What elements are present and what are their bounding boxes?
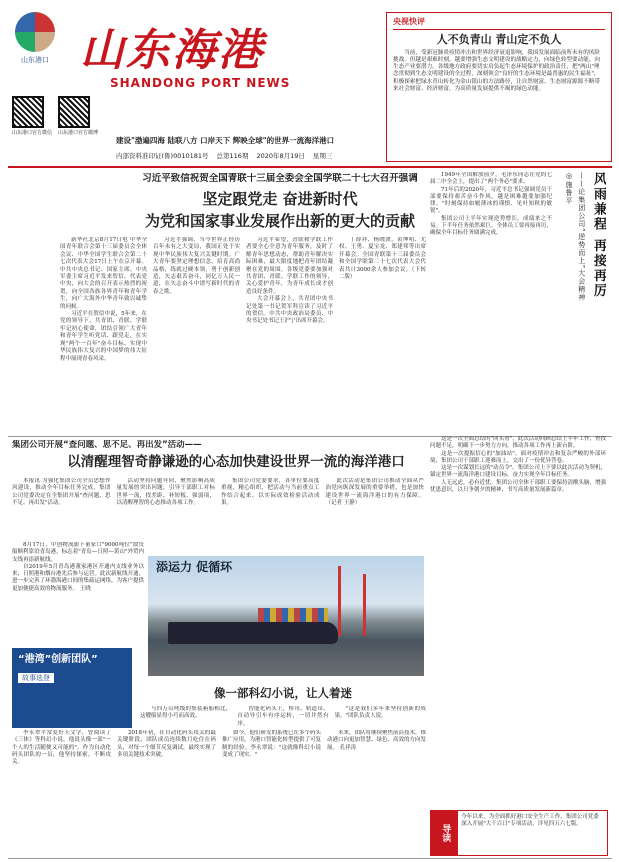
guide-box bbox=[430, 810, 608, 856]
paragraph: 这是一次全面总结的"回头看"。此次活动回顾总结上半年工作，查找问题不足，明确下一步努力方向，推动各项工作再上新台阶。 bbox=[430, 436, 606, 450]
commentary-article bbox=[430, 172, 552, 434]
second-article-body bbox=[12, 478, 424, 538]
qr-code-icon bbox=[12, 96, 44, 128]
header-rule bbox=[8, 166, 612, 168]
paragraph: 自2019年5月青岛港董家港区开通内支线业务以来，日照港和烟台港先后参与运营。此次新航线开通，进一步完善了环渤海港口间的集疏运网络，为客户提供更加便捷高效的物流服务。 王晓 bbox=[12, 563, 144, 592]
permit-number: 内部资料准印证(鲁)0010181号 bbox=[116, 152, 209, 160]
crane-shape bbox=[338, 566, 341, 636]
second-headline: 以清醒理智奇静谦逊的心态加快建设世界一流的海洋港口 bbox=[67, 454, 405, 470]
masthead bbox=[80, 26, 360, 96]
feature-headline: 像一部科幻小说，让人着迷 bbox=[214, 686, 352, 700]
brand-logo bbox=[10, 12, 60, 92]
issue-info bbox=[116, 152, 416, 160]
total-issue: 总第116期 bbox=[216, 152, 249, 160]
paragraph: 与四万山吨级的集装箱船相比，这艘船显得小巧而高效。 bbox=[140, 706, 232, 720]
issue-date: 2020年8月19日 bbox=[256, 152, 305, 160]
paragraph: 习近平希望，青联和学联工作者要全心全意为青年服务，及时了解青年思想动态，帮助青年解决实际困难，最大限度地把青年团结凝聚在党的周围。各级党委要加强对共青团、青联、学联工作的领导，关心爱护青年，为青年成长成才创造良好条件。 bbox=[246, 237, 333, 295]
paragraph: 习近平在贺信中说，5年来，在党的领导下，共青团、青联、学联牢记初心使命，团结引领广大青年和青年学生听党话、跟党走，在实现"两个一百年"奋斗目标、实现中华民族伟大复兴的中国梦的伟大征程中展现青春风采。 bbox=[60, 311, 147, 362]
paragraph: 人无远虑，必有近忧。集团公司全体干部职工要保持清醒头脑，增强忧患意识，以只争朝夕的精神，书写高质量发展新篇章。 bbox=[430, 479, 606, 494]
vertical-byline: ◎施鲁平 bbox=[565, 172, 573, 205]
right-column-article bbox=[430, 436, 606, 806]
paragraph: 智能化码头上，桥吊、轨道吊、自动导引车有序运转，一切井然有序。 bbox=[237, 706, 329, 727]
route-news bbox=[12, 542, 144, 642]
paragraph: 2018年初，在自动化码头攻关的最关键阶段，团队成员连续数月吃住在码头，对每一个细节反复调试，最终实现了多项关键技术突破。 bbox=[117, 730, 217, 758]
qr-caption: 山东港口官方微信 bbox=[12, 130, 53, 136]
newspaper-title: 山东海港 bbox=[80, 26, 264, 76]
qr-code-icon bbox=[58, 96, 90, 128]
paragraph: 新华社北京8月17日电 中华全国青年联合会第十三届委员会全体会议、中华全国学生联合会第二十七次代表大会17日上午在京开幕。中共中央总书记、国家主席、中央军委主席习近平发来贺信，代表党中央，向大会的召开表示热烈的祝贺，向全国各族各界青年和青年学生，向广大海外中华青年致以诚挚的问候。 bbox=[60, 237, 147, 310]
paragraph: 大会开幕会上，共青团中央书记处第一书记贺军科宣读了习近平的贺信。中共中央政治局委员、中央书记处书记王沪宁出席开幕会。 bbox=[246, 296, 333, 325]
photo-title: 添运力 促循环 bbox=[156, 560, 233, 574]
paragraph: 1949年全国解放前夕，毛泽东同志在党的七届二中全会上，提出了"两个务必"要求。 bbox=[430, 172, 552, 186]
commentary-title: 人不负青山 青山定不负人 bbox=[436, 33, 562, 46]
commentary-box bbox=[386, 12, 612, 162]
commentary-label: 央视快评 bbox=[393, 17, 605, 30]
feature-badge bbox=[12, 648, 132, 728]
paragraph: 此次活动是集团公司推动全面从严治党向纵深发展的重要举措，也是加快建设世界一流海洋港口的有力保障。 （记者 王静） bbox=[325, 478, 424, 507]
second-kicker: 集团公司开展“查问题、思不足、再出发”活动—— bbox=[12, 440, 202, 450]
paragraph: 如今，他们研发的系统已在多个码头推广应用，为港口智能化转型提供了可复制的经验。李永翠说："这就像科幻小说变成了现实。" bbox=[222, 730, 322, 758]
feature-title: “港湾”创新团队” bbox=[18, 654, 98, 665]
vertical-title: 风雨兼程 再接再厉 bbox=[591, 172, 606, 299]
commentary-body: 当前，受新冠肺炎疫情冲击和世界经济衰退影响，我国发展面临前所未有的风险挑战。但越是艰难时刻，越要增强生态文明建设的战略定力，向绿色转型要动能、向生态产业要潜力。各级地方政府要切实肩负起生态环境保护的政治责任，把"两山"理念贯彻到生态文明建设的全过程，深刻领会"良好的生态环境是最普惠的民生福祉"，积极探索把绿水青山转化为金山银山的方法路径，让自然财富、生态财富源源不断带来社会财富、经济财富，为高质量发展提供不竭的绿色动能。 bbox=[393, 49, 600, 92]
slogan: 建设"渤遍四海 陆联八方 口岸天下 辉映全球"的世界一流海洋港口 bbox=[116, 136, 335, 145]
guide-tag: 导读 bbox=[431, 811, 458, 855]
logo-emblem bbox=[15, 12, 55, 52]
issue-weekday: 星期三 bbox=[312, 152, 333, 160]
vertical-headline bbox=[558, 172, 606, 434]
feature-tag: 故事选登 bbox=[18, 673, 54, 684]
lead-headline-1: 坚定跟党走 奋进新时代 bbox=[202, 190, 358, 208]
guide-text: 今年以来，为全面抓好港口安全生产工作，集团公司党委深入开展"大干百日"专项活动。详见四五六七版。 bbox=[461, 814, 599, 827]
paragraph: 这是一次谋划长远的"动员令"。集团公司上下要以此次活动为契机，锚定世界一流海洋港口建设目标，奋力实现全年目标任务。 bbox=[430, 465, 606, 479]
newspaper-title-en: SHANDONG PORT NEWS bbox=[110, 76, 291, 90]
feature-intro bbox=[140, 706, 426, 730]
lead-article-body bbox=[60, 237, 426, 433]
footer-rule bbox=[8, 858, 612, 859]
lead-headline-2: 为党和国家事业发展作出新的更大的贡献 bbox=[144, 212, 415, 230]
vertical-subhead: ——论集团公司“逆势而上”大会精神 bbox=[577, 172, 586, 302]
paragraph: 集团公司党委要求，各单位要高度重视，精心组织，把活动与当前重点工作结合起来，以实际成效检验活动成果。 bbox=[221, 478, 320, 507]
paragraph: 未来，团队将继续聚焦前沿技术，推动港口向更加智慧、绿色、高效的方向发展。 孔祥涛 bbox=[327, 730, 426, 751]
qr-codes bbox=[12, 96, 108, 158]
qr-caption: 山东港口官方微博 bbox=[58, 130, 99, 136]
paragraph: 习近平强调，当今世界正经历百年未有之大变局，我国正处于实现中华民族伟大复兴关键时期。广大青年要坚定理想信念，培育高尚品格，练就过硬本领，勇于创新创造，矢志艰苦奋斗，同亿万人民一道，在矢志奋斗中谱写新时代的青春之歌。 bbox=[153, 237, 240, 295]
paragraph: 8月17日，中创物流旗下董家口"9000吨位"散货船顺利靠泊青岛港，标志着"青岛—日照—黄山"外贸内支线再添新航线。 bbox=[12, 542, 144, 563]
lead-kicker: 习近平致信祝贺全国青联十三届全委会全国学联二十七大召开强调 bbox=[142, 173, 418, 184]
paragraph: 这是一次提振信心的"加油站"。面对疫情冲击和复杂严峻的外部环境，集团公司干部职工迎难而上，交出了一份优异答卷。 bbox=[430, 450, 606, 464]
paragraph: 本报讯 为强化集团公司全员思想作风建设，推动全年目标任务完成，集团公司党委决定在全集团开展"查问题、思不足、再出发"活动。 bbox=[12, 478, 111, 507]
paragraph: 集团公司上半年实现逆势增长，成绩来之不易。下半年任务依然艰巨，全体员工要再接再厉，确保全年目标任务圆满完成。 bbox=[430, 215, 552, 237]
feature-article-body bbox=[12, 730, 426, 858]
paragraph: "这是我们多年来坚持创新的成果。"团队负责人说。 bbox=[334, 706, 426, 720]
ship-shape bbox=[168, 622, 338, 644]
paragraph: 丁薛祥、杨晓渡、黄坤明、尤权、王勇、夏宝龙、郑建邦等出席开幕会。全国青联第十三届委员会和全国学联第二十七次代表大会代表共计3000余人参加会议。（下转二版） bbox=[339, 237, 426, 281]
paragraph: 71年后的2020年，习近平总书记强调党员干部要保持艰苦奋斗作风。越是困难越要加强纪律，"时刻保持如履薄冰的谨慎、见叶知秋的敏锐"。 bbox=[430, 186, 552, 215]
brand-name: 山东港口 bbox=[21, 56, 49, 64]
crane-shape bbox=[363, 574, 366, 636]
paragraph: 李永翠平常爱好天文学，曾阅读了《三体》等科幻小说。他说头像一部"一个人的生活随便又可能的"。作为自动化码头团队的一员，他坚持探索，不断攻关。 bbox=[12, 730, 111, 766]
paragraph: 活动坚持问题导向，聚焦影响高质量发展的突出问题，引导干部职工对标世界一流，找差距、补短板、强弱项，以清醒理智的心态推动各项工作。 bbox=[116, 478, 215, 507]
